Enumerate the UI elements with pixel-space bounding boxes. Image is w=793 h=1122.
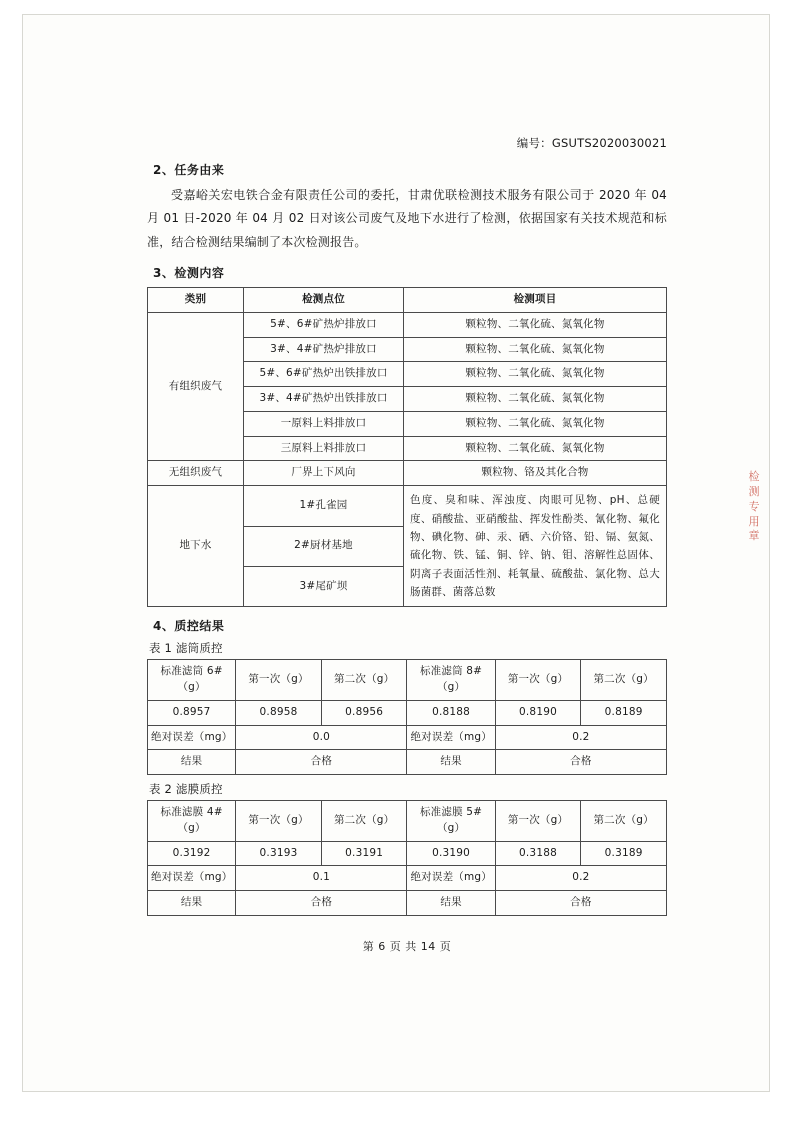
point-cell: 厂界上下风向 [244, 461, 404, 486]
qc2-result-label-right: 结果 [407, 891, 495, 916]
page-footer: 第 6 页 共 14 页 [362, 939, 452, 953]
qc2-value-4: 0.3188 [495, 841, 581, 866]
qc2-error-label-right: 绝对误差（mg） [407, 866, 495, 891]
point-cell: 1#孔雀园 [244, 486, 404, 526]
table-row [148, 866, 667, 891]
document-number: 编号：GSUTS2020030021 [516, 136, 667, 150]
qc2-error-label-left: 绝对误差（mg） [148, 866, 236, 891]
document-page [22, 14, 770, 1092]
section-4-title: 4、质控结果 [153, 619, 225, 634]
qc2-error-value-right: 0.2 [495, 866, 666, 891]
header-project: 检测项目 [404, 288, 667, 313]
table-header-row [148, 801, 667, 842]
qc1-header-2: 第二次（g） [321, 660, 407, 701]
content-table [147, 287, 667, 607]
qc1-header-5: 第二次（g） [581, 660, 667, 701]
point-cell: 3#、4#矿热炉排放口 [244, 337, 404, 362]
section-2-title: 2、任务由来 [153, 163, 225, 177]
qc2-header-5: 第二次（g） [581, 801, 667, 842]
qc1-result-value-left: 合格 [236, 750, 407, 775]
table-row [148, 312, 667, 337]
page-content [147, 135, 667, 954]
qc2-header-1: 第一次（g） [236, 801, 322, 842]
project-cell: 颗粒物、二氧化硫、氮氧化物 [404, 337, 667, 362]
qc-table-2 [147, 800, 667, 916]
qc2-header-4: 第一次（g） [495, 801, 581, 842]
category-organized-gas: 有组织废气 [148, 312, 244, 461]
qc2-value-0: 0.3192 [148, 841, 236, 866]
point-cell: 3#尾矿坝 [244, 566, 404, 606]
qc2-value-2: 0.3191 [321, 841, 407, 866]
qc-table1-caption: 表 1 滤筒质控 [149, 641, 223, 656]
qc1-error-label-left: 绝对误差（mg） [148, 725, 236, 750]
point-cell: 2#厨材基地 [244, 526, 404, 566]
table-row [148, 461, 667, 486]
project-cell: 颗粒物、铬及其化合物 [404, 461, 667, 486]
qc1-value-4: 0.8190 [495, 700, 581, 725]
qc1-value-0: 0.8957 [148, 700, 236, 725]
point-cell: 3#、4#矿热炉出铁排放口 [244, 387, 404, 412]
table-row [148, 700, 667, 725]
project-cell: 颗粒物、二氧化硫、氮氧化物 [404, 362, 667, 387]
header-point: 检测点位 [244, 288, 404, 313]
qc2-error-value-left: 0.1 [236, 866, 407, 891]
red-stamp-fragment [747, 470, 761, 580]
point-cell: 三原料上料排放口 [244, 436, 404, 461]
qc2-header-2: 第二次（g） [321, 801, 407, 842]
project-cell: 颗粒物、二氧化硫、氮氧化物 [404, 312, 667, 337]
project-cell: 颗粒物、二氧化硫、氮氧化物 [404, 411, 667, 436]
qc1-value-2: 0.8956 [321, 700, 407, 725]
category-groundwater: 地下水 [148, 486, 244, 607]
qc1-header-0: 标准滤筒 6#（g） [148, 660, 236, 701]
qc1-header-3: 标准滤筒 8#（g） [407, 660, 495, 701]
point-cell: 一原料上料排放口 [244, 411, 404, 436]
category-unorganized-gas: 无组织废气 [148, 461, 244, 486]
qc2-value-3: 0.3190 [407, 841, 495, 866]
qc1-header-1: 第一次（g） [236, 660, 322, 701]
point-cell: 5#、6#矿热炉出铁排放口 [244, 362, 404, 387]
qc1-error-label-right: 绝对误差（mg） [407, 725, 495, 750]
qc1-value-3: 0.8188 [407, 700, 495, 725]
table-row [148, 725, 667, 750]
section-3-title: 3、检测内容 [153, 266, 225, 281]
qc2-result-value-right: 合格 [495, 891, 666, 916]
table-row [148, 750, 667, 775]
table-header-row [148, 660, 667, 701]
table-row [148, 486, 667, 526]
project-cell-groundwater: 色度、臭和味、浑浊度、肉眼可见物、pH、总硬度、硝酸盐、亚硝酸盐、挥发性酚类、氰化物、氟化物、碘化物、砷、汞、硒、六价铬、铅、镉、氨氮、硫化物、铁、锰、铜、锌、钠、钼、溶解性总固体、阴离子表面活性剂、耗氧量、硫酸盐、氯化物、总大肠菌群、菌落总数 [404, 486, 667, 607]
project-cell: 颗粒物、二氧化硫、氮氧化物 [404, 387, 667, 412]
qc-table-1 [147, 659, 667, 775]
qc2-value-1: 0.3193 [236, 841, 322, 866]
section-2-paragraph: 受嘉峪关宏电铁合金有限责任公司的委托，甘肃优联检测技术服务有限公司于 2020 年 04 月 01 日-2020 年 04 月 02 日对该公司废气及地下水进行了检测，依据国家有关技术规范和标准，结合检测结果编制了本次检测报告。 [147, 188, 667, 249]
qc1-error-value-left: 0.0 [236, 725, 407, 750]
qc1-result-value-right: 合格 [495, 750, 666, 775]
qc1-result-label-left: 结果 [148, 750, 236, 775]
qc1-result-label-right: 结果 [407, 750, 495, 775]
qc2-value-5: 0.3189 [581, 841, 667, 866]
table-row [148, 841, 667, 866]
qc2-result-value-left: 合格 [236, 891, 407, 916]
qc1-value-1: 0.8958 [236, 700, 322, 725]
qc2-header-3: 标准滤膜 5#（g） [407, 801, 495, 842]
qc-table2-caption: 表 2 滤膜质控 [149, 782, 223, 797]
qc1-header-4: 第一次（g） [495, 660, 581, 701]
qc1-error-value-right: 0.2 [495, 725, 666, 750]
qc2-header-0: 标准滤膜 4#（g） [148, 801, 236, 842]
qc1-value-5: 0.8189 [581, 700, 667, 725]
table-row [148, 891, 667, 916]
header-category: 类别 [148, 288, 244, 313]
project-cell: 颗粒物、二氧化硫、氮氧化物 [404, 436, 667, 461]
point-cell: 5#、6#矿热炉排放口 [244, 312, 404, 337]
qc2-result-label-left: 结果 [148, 891, 236, 916]
stamp-text: 检测专用章 [748, 470, 760, 543]
table-header-row [148, 288, 667, 313]
